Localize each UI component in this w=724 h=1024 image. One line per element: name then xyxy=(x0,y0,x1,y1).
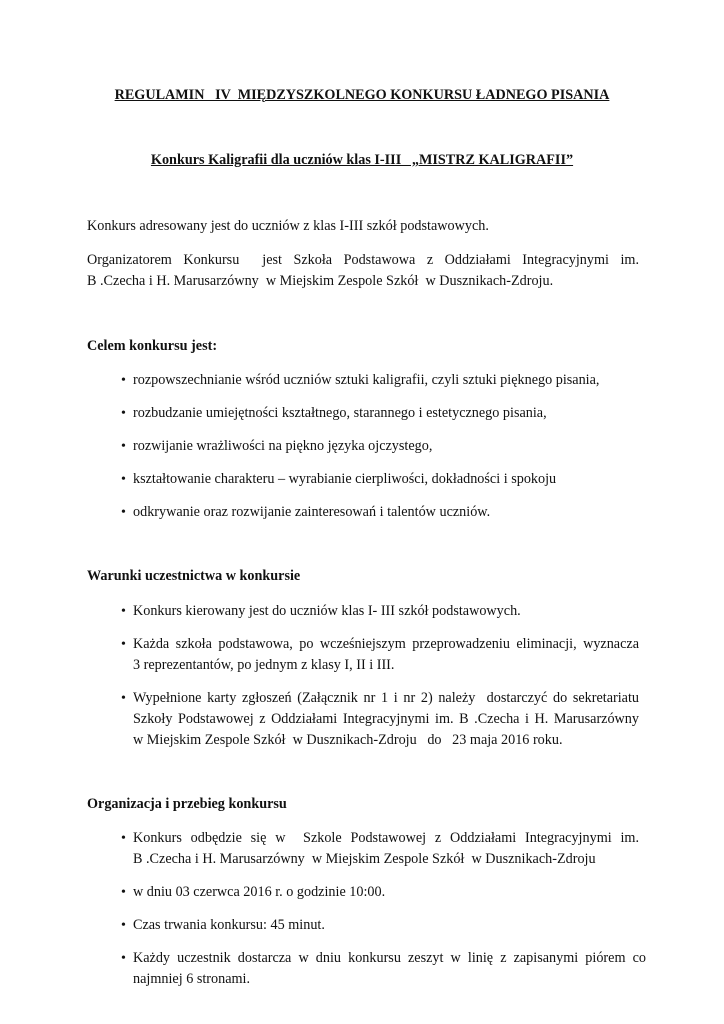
bullet-icon: • xyxy=(121,472,126,487)
bullet-icon: • xyxy=(121,406,126,421)
bullet-icon: • xyxy=(121,604,126,619)
list-item-text: rozpowszechnianie wśród uczniów sztuki kaligrafii, czyli sztuki pięknego pisania, xyxy=(133,372,600,388)
bullet-icon: • xyxy=(121,831,126,846)
organizer-paragraph xyxy=(87,250,639,292)
list-item-text: Każdy uczestnik dostarcza w dniu konkursu zeszyt w linię z zapisanymi piórem co xyxy=(133,950,646,966)
intro-paragraph: Konkurs adresowany jest do uczniów z klas I-III szkół podstawowych. xyxy=(87,218,489,234)
list-item-text: B .Czecha i H. Marusarzówny w Miejskim Zespole Szkół w Dusznikach-Zdroju xyxy=(133,851,596,867)
list-item-text: w dniu 03 czerwca 2016 r. o godzinie 10:00. xyxy=(133,884,386,900)
list-item-text: rozwijanie wrażliwości na piękno języka ojczystego, xyxy=(133,438,433,454)
bullet-icon: • xyxy=(121,637,126,652)
list-item-text: najmniej 6 stronami. xyxy=(133,971,251,987)
document-subtitle: Konkurs Kaligrafii dla uczniów klas I-III „MISTRZ KALIGRAFII” xyxy=(150,152,574,168)
list-item-text: Każda szkoła podstawowa, po wcześniejszym przeprowadzeniu eliminacji, wyznacza xyxy=(133,636,639,652)
list-item-text: kształtowanie charakteru – wyrabianie cierpliwości, dokładności i spokoju xyxy=(133,471,557,487)
list-item-text: Wypełnione karty zgłoszeń (Załącznik nr 1 i nr 2) należy dostarczyć do sekretariatu xyxy=(133,690,639,706)
bullet-icon: • xyxy=(121,885,126,900)
bullet-icon: • xyxy=(121,951,126,966)
list-item-text: Konkurs odbędzie się w Szkole Podstawowej z Oddziałami Integracyjnymi im. xyxy=(133,830,639,846)
organizer-line: B .Czecha i H. Marusarzówny w Miejskim Zespole Szkół w Dusznikach-Zdroju. xyxy=(87,273,554,289)
document-title: REGULAMIN IV MIĘDZYSZKOLNEGO KONKURSU ŁADNEGO PISANIA xyxy=(114,87,610,103)
bullet-icon: • xyxy=(121,373,126,388)
bullet-icon: • xyxy=(121,918,126,933)
list-item-text: w Miejskim Zespole Szkół w Dusznikach-Zdroju do 23 maja 2016 roku. xyxy=(133,732,563,748)
organizer-line: Organizatorem Konkursu jest Szkoła Podstawowa z Oddziałami Integracyjnymi im. xyxy=(87,252,639,268)
list-item-text: rozbudzanie umiejętności kształtnego, starannego i estetycznego pisania, xyxy=(133,405,547,421)
list-item-text: odkrywanie oraz rozwijanie zainteresowań i talentów uczniów. xyxy=(133,504,491,520)
bullet-icon: • xyxy=(121,439,126,454)
list-item-text: Czas trwania konkursu: 45 minut. xyxy=(133,917,325,933)
bullet-icon: • xyxy=(121,505,126,520)
list-item-text: Szkoły Podstawowej z Oddziałami Integracyjnymi im. B .Czecha i H. Marusarzówny xyxy=(133,711,639,727)
section-heading-participation: Warunki uczestnictwa w konkursie xyxy=(87,568,301,584)
list-item-text: Konkurs kierowany jest do uczniów klas I- III szkół podstawowych. xyxy=(133,603,521,619)
section-heading-goals: Celem konkursu jest: xyxy=(87,338,218,354)
list-item-text: 3 reprezentantów, po jednym z klasy I, II i III. xyxy=(133,657,395,673)
bullet-icon: • xyxy=(121,691,126,706)
section-heading-organization: Organizacja i przebieg konkursu xyxy=(87,796,287,812)
